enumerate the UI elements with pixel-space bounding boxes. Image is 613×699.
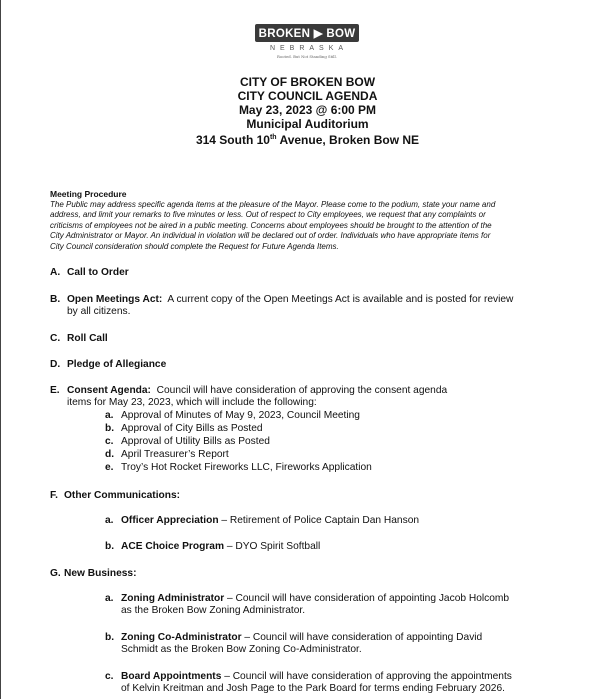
header-venue: Municipal Auditorium <box>246 117 369 131</box>
item-letter: F. <box>50 490 58 501</box>
item-other-communications <box>50 490 180 502</box>
address-sup: th <box>269 134 277 141</box>
item-title: Pledge of Allegiance <box>67 359 167 370</box>
header-title: CITY COUNCIL AGENDA <box>237 89 378 103</box>
sub-text: – DYO Spirit Softball <box>224 541 321 552</box>
logo-name: BROKEN ▶ BOW <box>258 28 356 40</box>
sub-letter: b. <box>105 632 115 643</box>
sub-text: as the Broken Bow Zoning Administrator. <box>121 605 306 616</box>
sub-text: – Council will have consideration of appointing Jacob Holcomb <box>224 593 510 604</box>
header-city: CITY OF BROKEN BOW <box>239 75 376 89</box>
header-date: May 23, 2023 @ 6:00 PM <box>238 103 377 117</box>
item-letter: D. <box>50 359 61 370</box>
sub-text: Troy’s Hot Rocket Fireworks LLC, Fireworks Application <box>121 462 372 473</box>
sub-title: Zoning Administrator <box>121 593 225 604</box>
sub-letter: e. <box>105 462 114 473</box>
sub-text: – Council will have consideration of approving the appointments <box>221 671 512 682</box>
sub-title: ACE Choice Program <box>121 541 225 552</box>
item-call-to-order <box>50 267 129 279</box>
sub-text: – Retirement of Police Captain Dan Hanson <box>218 515 420 526</box>
sub-text: Schmidt as the Broken Bow Zoning Co-Administrator. <box>121 644 362 655</box>
item-open-meetings-act <box>50 294 570 318</box>
procedure-line: criticisms of employees not be aired in a public meeting. Concerns about employees should be brought to the attention of the <box>50 220 492 230</box>
sub-text: Approval of Minutes of May 9, 2023, Council Meeting <box>121 410 360 421</box>
item-letter: C. <box>50 333 61 344</box>
sub-title: Zoning Co-Administrator <box>121 632 242 643</box>
city-logo <box>255 24 359 59</box>
sub-text: Approval of City Bills as Posted <box>121 423 263 434</box>
agenda-header <box>1 75 613 147</box>
item-letter: G. <box>50 568 61 579</box>
logo-wordmark <box>255 24 359 42</box>
item-title: Consent Agenda: <box>67 385 151 396</box>
logo-state: NEBRASKA <box>269 45 349 52</box>
address-part: 314 South 10 <box>195 133 270 147</box>
item-consent-agenda <box>50 385 570 409</box>
procedure-title: Meeting Procedure <box>50 189 127 199</box>
header-address <box>1 131 613 147</box>
sub-text: – Council will have consideration of appointing David <box>241 632 483 643</box>
sub-letter: c. <box>105 671 114 682</box>
item-letter: B. <box>50 294 61 305</box>
logo-tagline: Rooted. But Not Standing Still. <box>277 54 337 59</box>
sub-title: Board Appointments <box>121 671 222 682</box>
sub-letter: b. <box>105 541 115 552</box>
procedure-line: address, and limit your remarks to five minutes or less. Out of respect to City employees, we request that any complaints or <box>50 210 486 220</box>
sub-letter: b. <box>105 423 115 434</box>
sub-letter: a. <box>105 410 114 421</box>
procedure-line: City Administrator or Mayor. An individual in violation will be declared out of order. Individuals who have appropriate items for <box>50 231 491 241</box>
item-text: Council will have consideration of approving the consent agenda <box>156 385 448 396</box>
sub-letter: d. <box>105 449 115 460</box>
sub-text: Approval of Utility Bills as Posted <box>121 436 270 447</box>
item-text: items for May 23, 2023, which will include the following: <box>67 397 317 409</box>
sub-letter: a. <box>105 515 114 526</box>
item-title: Other Communications: <box>64 490 181 501</box>
item-title: Call to Order <box>67 267 129 278</box>
item-roll-call <box>50 333 108 345</box>
item-title: New Business: <box>64 568 137 579</box>
item-title: Open Meetings Act: <box>67 294 163 305</box>
procedure-line: City Council consideration should complete the Request for Future Agenda Items. <box>50 241 339 251</box>
item-new-business <box>50 568 136 580</box>
sub-letter: c. <box>105 436 114 447</box>
sub-text: of Kelvin Kreitman and Josh Page to the Park Board for terms ending February 2026. <box>121 683 505 694</box>
item-pledge <box>50 359 166 371</box>
sub-title: Officer Appreciation <box>121 515 219 526</box>
sub-text: April Treasurer’s Report <box>121 449 229 460</box>
item-letter: E. <box>50 385 60 396</box>
item-text: by all citizens. <box>67 306 131 318</box>
procedure-line: The Public may address specific agenda items at the pleasure of the Mayor. Please come to the podium, state your name and <box>50 200 496 209</box>
item-letter: A. <box>50 267 61 278</box>
address-part: Avenue, Broken Bow NE <box>276 133 420 147</box>
item-text: A current copy of the Open Meetings Act is available and is posted for review <box>167 294 514 305</box>
sub-letter: a. <box>105 593 114 604</box>
procedure-text <box>50 200 560 252</box>
item-title: Roll Call <box>67 333 108 344</box>
